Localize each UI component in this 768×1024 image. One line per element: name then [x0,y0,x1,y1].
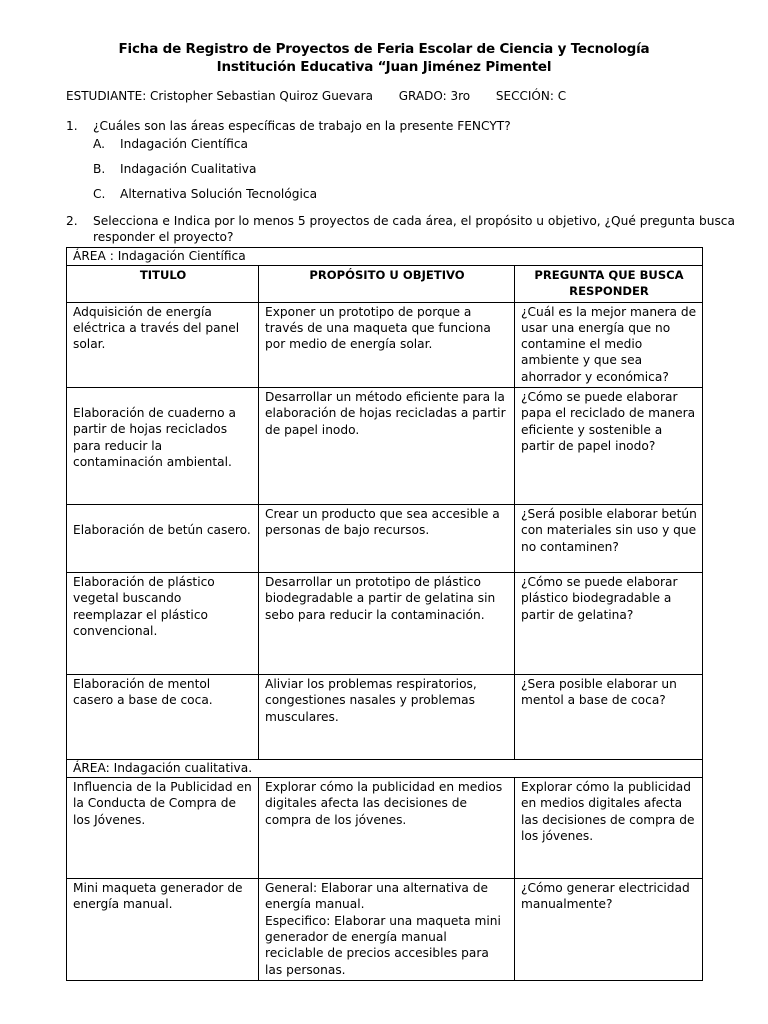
table-row [67,675,703,760]
header-titulo: TITULO [67,266,259,303]
question-2 [66,213,735,247]
cell-proposito: Aliviar los problemas respiratorios, congestiones nasales y problemas musculares. [259,675,515,760]
cell-pregunta: ¿Cómo se puede elaborar plástico biodegradable a partir de gelatina? [515,573,703,675]
table-row [67,879,703,981]
cell-titulo: Elaboración de cuaderno a partir de hojas reciclados para reducir la contaminación ambiental. [67,388,259,505]
area-row [67,760,703,778]
table-row [67,505,703,573]
option-letter: B. [93,162,106,176]
option-letter: C. [93,187,106,201]
question-number: 1. [66,119,78,133]
question-text-line2: responder el proyecto? [93,230,234,244]
cell-pregunta: ¿Cómo se puede elaborar papa el reciclado de manera eficiente y sostenible a partir de papel inodo? [515,388,703,505]
cell-proposito [259,879,515,981]
question-text-line1: Selecciona e Indica por lo menos 5 proyectos de cada área, el propósito u objetivo, ¿Qué pregunta busca [93,214,735,228]
cell-proposito: Desarrollar un prototipo de plástico biodegradable a partir de gelatina sin sebo para reducir la contaminación. [259,573,515,675]
area-row [67,248,703,266]
option-letter: A. [93,137,105,151]
question-text: ¿Cuáles son las áreas específicas de trabajo en la presente FENCYT? [93,119,511,133]
student-name: ESTUDIANTE: Cristopher Sebastian Quiroz Guevara [66,89,373,103]
cell-titulo: Elaboración de mentol casero a base de coca. [67,675,259,760]
proposito-general: General: Elaborar una alternativa de energía manual. [265,881,488,912]
header-pregunta: PREGUNTA QUE BUSCA RESPONDER [515,266,703,303]
cell-titulo: Elaboración de plástico vegetal buscando reemplazar el plástico convencional. [67,573,259,675]
cell-titulo: Adquisición de energía eléctrica a través del panel solar. [67,302,259,387]
table-row [67,388,703,505]
table-row [67,573,703,675]
cell-proposito: Crear un producto que sea accesible a personas de bajo recursos. [259,505,515,573]
cell-titulo: Elaboración de betún casero. [67,505,259,573]
document-title-line1: Ficha de Registro de Proyectos de Feria Escolar de Ciencia y Tecnología [118,41,650,57]
table-row [67,778,703,879]
question-number: 2. [66,214,78,228]
option-text: Alternativa Solución Tecnológica [120,187,318,201]
cell-pregunta: ¿Cuál es la mejor manera de usar una energía que no contamine el medio ambiente y que sea ahorrador y económica? [515,302,703,387]
cell-pregunta: ¿Será posible elaborar betún con materiales sin uso y que no contaminen? [515,505,703,573]
proposito-especifico: Especifico: Elaborar una maqueta mini generador de energía manual reciclable de precios accesibles para las personas. [265,913,501,977]
cell-proposito: Desarrollar un método eficiente para la elaboración de hojas recicladas a partir de papel inodo. [259,388,515,505]
cell-pregunta: ¿Sera posible elaborar un mentol a base de coca? [515,675,703,760]
cell-proposito: Exponer un prototipo de porque a través de una maqueta que funciona por medio de energía solar. [259,302,515,387]
cell-titulo: Influencia de la Publicidad en la Conducta de Compra de los Jóvenes. [67,778,259,879]
table-row [67,302,703,387]
option-text: Indagación Cualitativa [120,162,257,176]
cell-proposito: Explorar cómo la publicidad en medios digitales afecta las decisiones de compra de los jóvenes. [259,778,515,879]
header-row [67,266,703,303]
cell-titulo: Mini maqueta generador de energía manual. [67,879,259,981]
option-text: Indagación Científica [120,137,248,151]
student-info [66,89,588,103]
cell-pregunta: Explorar cómo la publicidad en medios digitales afecta las decisiones de compra de los jóvenes. [515,778,703,879]
projects-table [66,247,703,981]
student-section: SECCIÓN: C [495,89,567,103]
document-title-line2: Institución Educativa “Juan Jiménez Pimentel [216,59,552,75]
cell-pregunta: ¿Cómo generar electricidad manualmente? [515,879,703,981]
area-label: ÁREA : Indagación Científica [67,248,703,266]
area-label: ÁREA: Indagación cualitativa. [67,760,703,778]
student-grade: GRADO: 3ro [398,89,471,103]
header-proposito: PROPÓSITO U OBJETIVO [259,266,515,303]
